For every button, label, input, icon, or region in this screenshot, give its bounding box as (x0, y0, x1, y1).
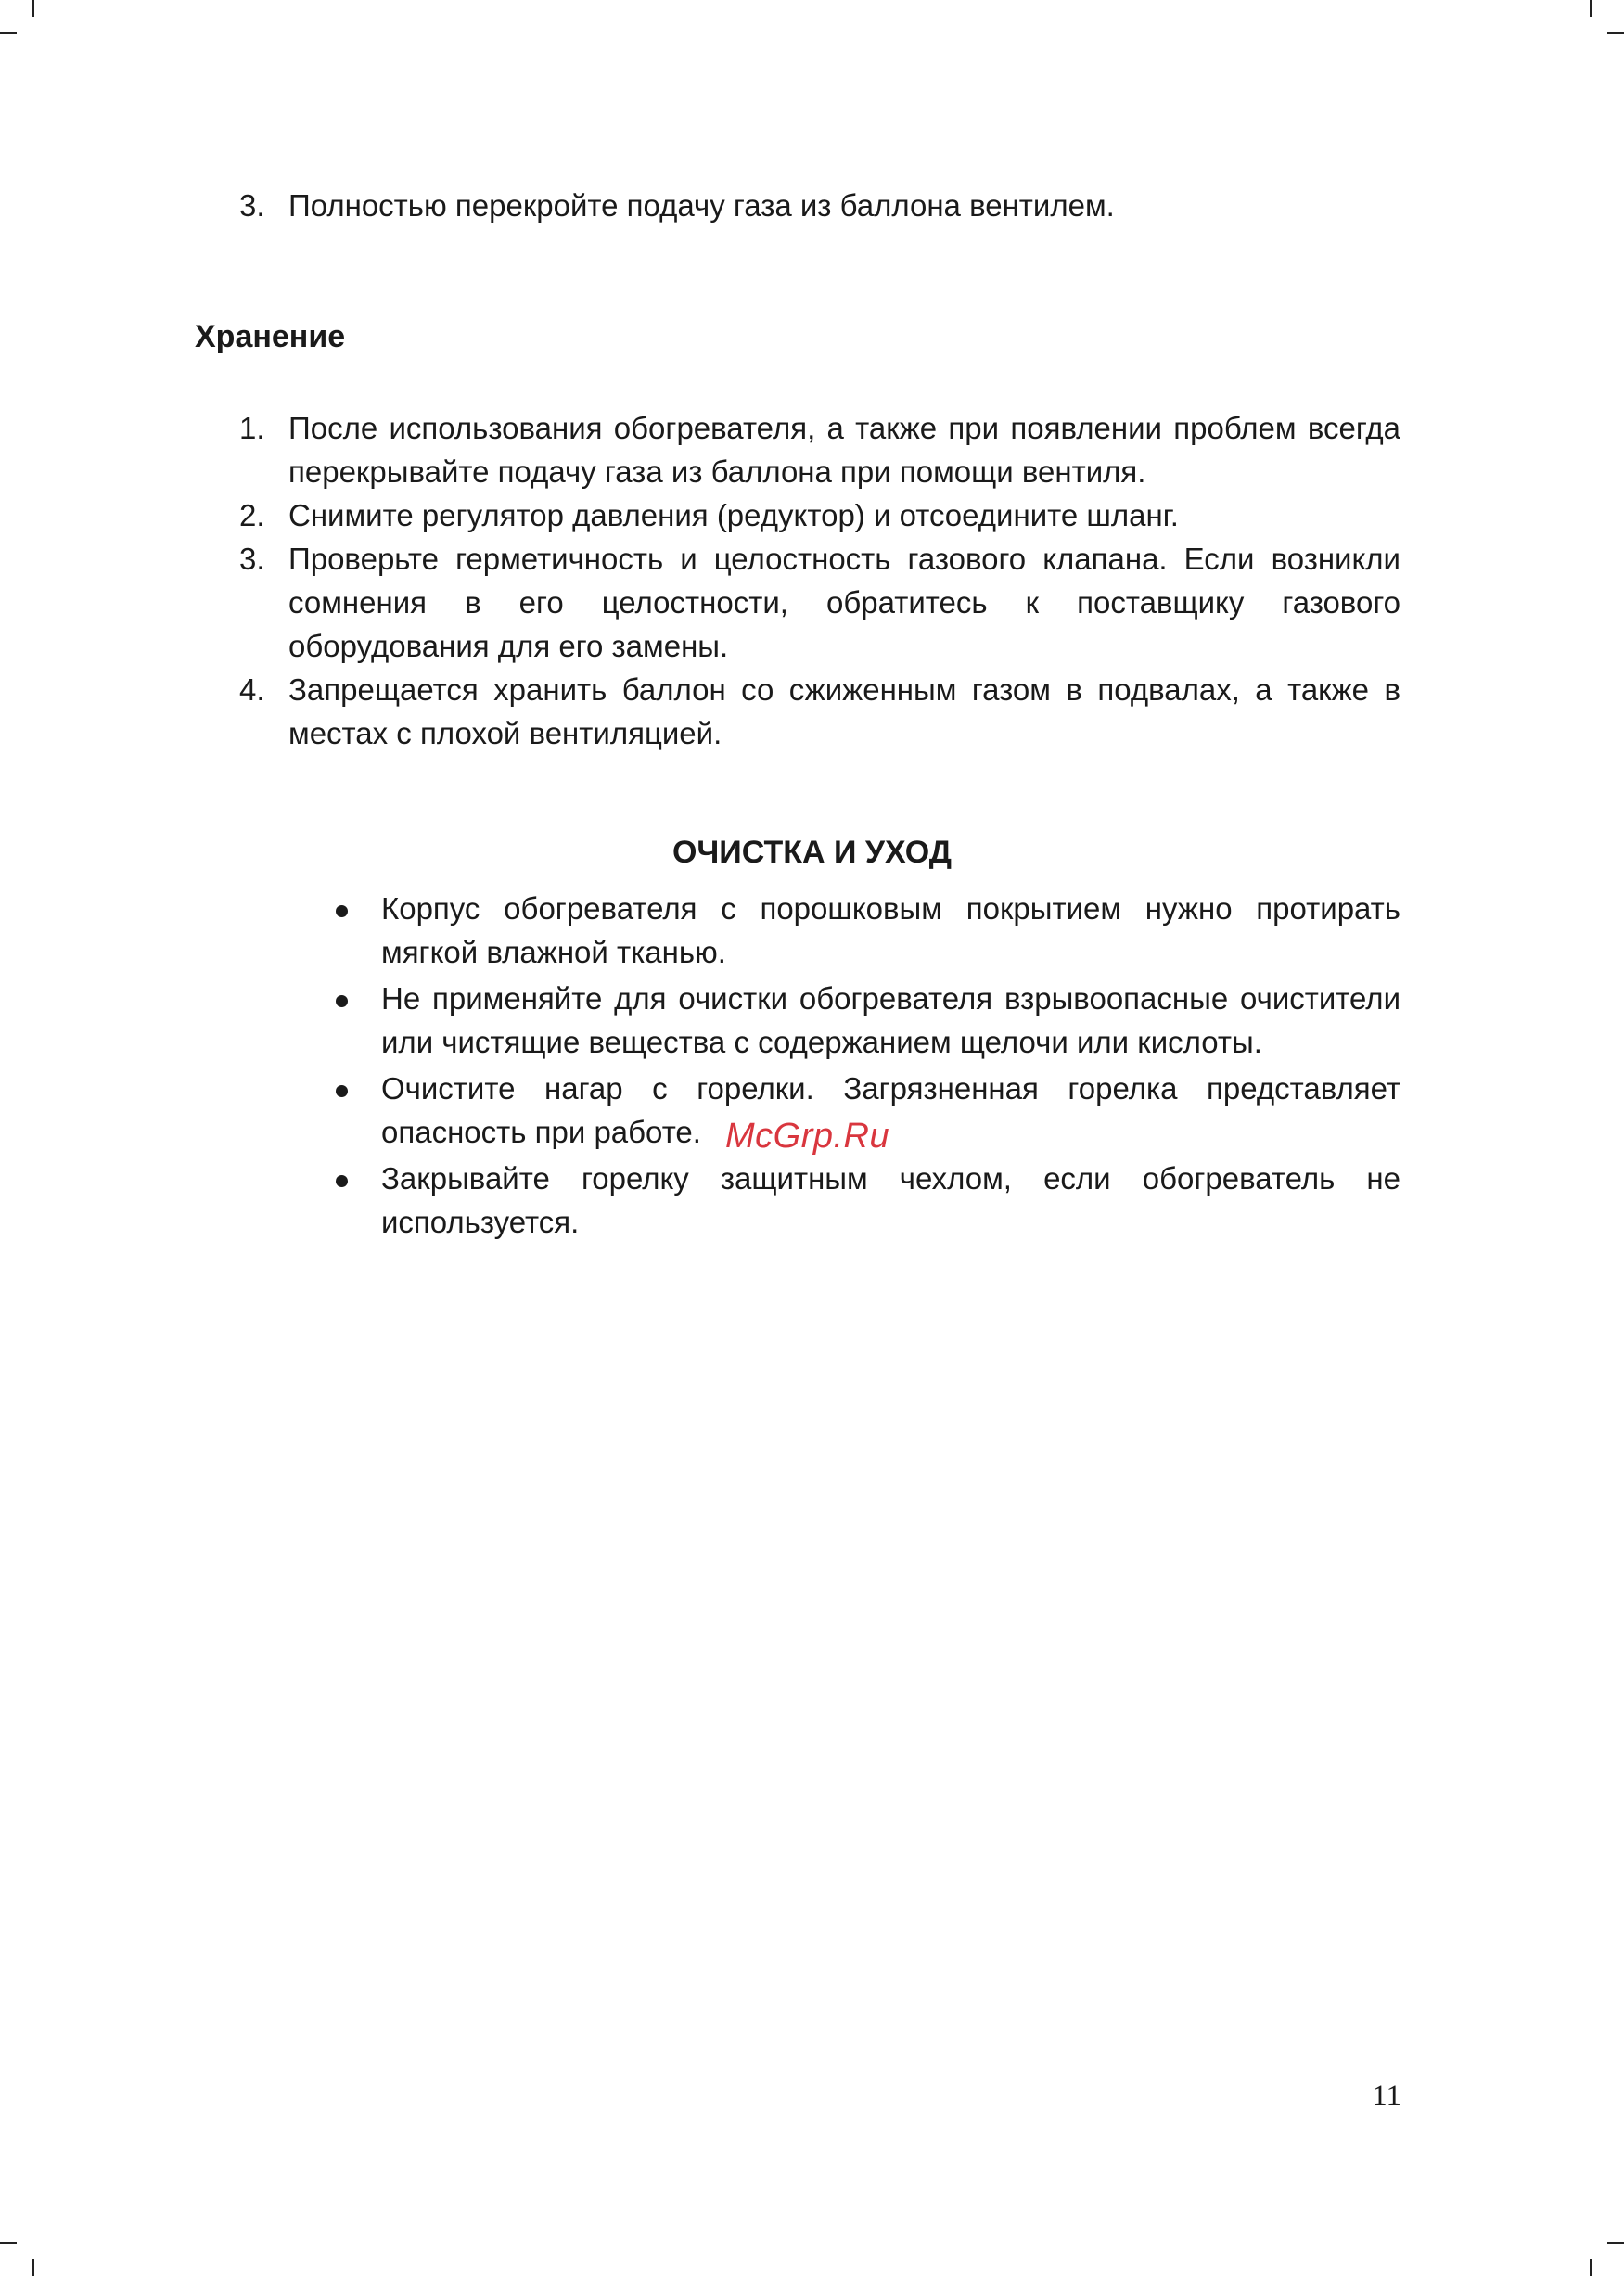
bullet-icon (336, 905, 348, 917)
list-text: После использования обогревателя, а также при появлении проблем всегда перекрывайте подачу газа из баллона при помощи вентиля. (288, 411, 1400, 489)
list-number: 2. (239, 498, 265, 532)
bullet-icon (336, 995, 348, 1007)
list-item (332, 1157, 1400, 1244)
list-text: Снимите регулятор давления (редуктор) и отсоедините шланг. (288, 498, 1179, 532)
bullet-icon (336, 1085, 348, 1097)
care-list (332, 887, 1400, 1247)
list-text: Корпус обогревателя с порошковым покрытием нужно протирать мягкой влажной тканью. (381, 891, 1400, 969)
list-text: Полностью перекройте подачу газа из баллона вентилем. (288, 188, 1115, 223)
list-item (239, 406, 1400, 493)
list-number: 4. (239, 672, 265, 707)
list-text: Очистите нагар с горелки. Загрязненная горелка представляет опасность при работе. (381, 1071, 1400, 1149)
storage-list (239, 406, 1400, 755)
list-number: 3. (239, 542, 265, 576)
list-text: Закрывайте горелку защитным чехлом, если обогреватель не используется. (381, 1161, 1400, 1239)
list-number: 1. (239, 411, 265, 445)
list-item (332, 887, 1400, 974)
list-text: Запрещается хранить баллон со сжиженным газом в подвалах, а также в местах с плохой вентиляцией. (288, 672, 1400, 750)
care-heading: ОЧИСТКА И УХОД (671, 835, 953, 870)
shutdown-step-3 (239, 184, 1450, 227)
storage-heading: Хранение (195, 319, 346, 354)
crop-mark-bottom-left (0, 2242, 17, 2244)
list-text: Не применяйте для очистки обогревателя взрывоопасные очистители или чистящие вещества с содержанием щелочи или кислоты. (381, 981, 1400, 1059)
crop-mark-bottom-left-vertical (32, 2259, 34, 2276)
list-item (239, 537, 1400, 668)
crop-mark-top-left-vertical (32, 0, 34, 17)
page-number: 11 (1372, 2079, 1401, 2113)
bullet-icon (336, 1175, 348, 1187)
list-text: Проверьте герметичность и целостность газового клапана. Если возникли сомнения в его целостности, обратитесь к поставщику газового оборудования для его замены. (288, 542, 1400, 663)
watermark: McGrp.Ru (725, 1117, 890, 1156)
list-item (239, 668, 1400, 755)
crop-mark-bottom-right (1607, 2242, 1624, 2244)
crop-mark-top-right (1607, 32, 1624, 34)
crop-mark-top-right-vertical (1590, 0, 1592, 17)
list-item (332, 977, 1400, 1064)
crop-mark-top-left (0, 32, 17, 34)
crop-mark-bottom-right-vertical (1590, 2259, 1592, 2276)
list-number: 3. (239, 188, 265, 223)
list-item (239, 493, 1400, 537)
